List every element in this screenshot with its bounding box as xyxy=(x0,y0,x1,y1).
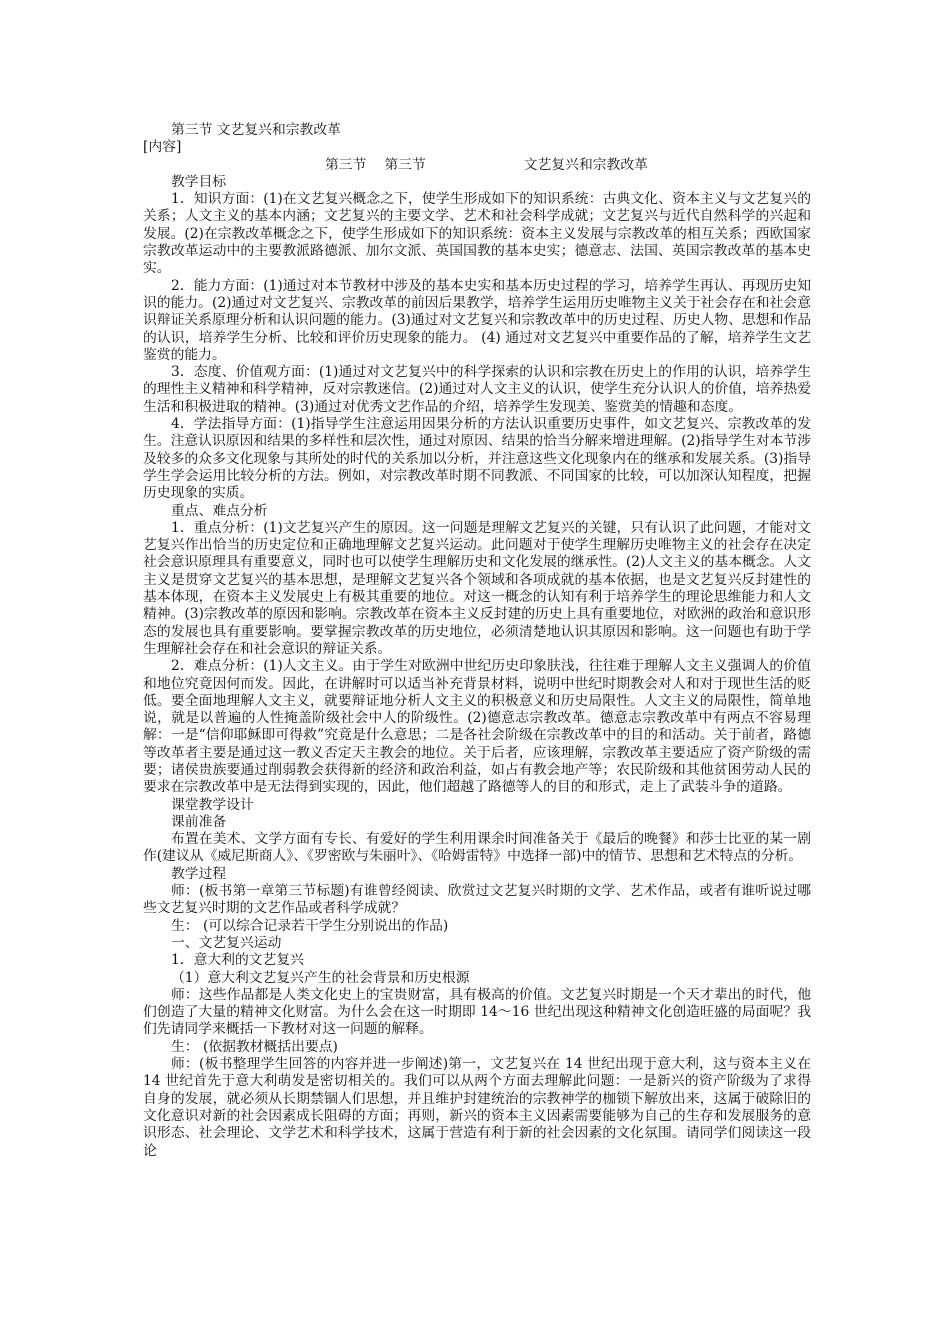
paragraph-teacher-2: 师：这些作品都是人类文化史上的宝贵财富，具有极高的价值。文艺复兴时期是一个天才辈出的时代，他们创造了大量的精神文化财富。为什么会在这一时期即 14～16 世纪出现这种精神文化创造旺盛的局面呢？我们先请同学来概括一下教材对这一问题的解释。 xyxy=(143,986,811,1038)
content-tag: [内容] xyxy=(143,139,182,156)
document-heading: 第三节 文艺复兴和宗教改革 xyxy=(171,122,341,138)
document-body xyxy=(143,122,811,1160)
paragraph-method: 4．学法指导方面：(1)指导学生注意运用因果分析的方法认识重要历史事件，如文艺复兴、宗教改革的发生。注意认识原因和结果的多样性和层次性，通过对原因、结果的恰当分解来增进理解。(2)指导学生对本节涉及较多的众多文化现象与其所处的时代的关系加以分析，并注意这些文化现象内在的继承和发展关系。(3)指导学生学会运用比较分析的方法。例如，对宗教改革时期不同教派、不同国家的比较，可以加深认知程度，把握历史现象的实质。 xyxy=(143,416,811,502)
heading-renaissance: 一、文艺复兴运动 xyxy=(171,934,282,951)
paragraph-student-2: 生： (依据教材概括出要点) xyxy=(171,1038,338,1055)
heading-preparation: 课前准备 xyxy=(171,813,227,830)
section-title: 文艺复兴和宗教改革 xyxy=(523,156,648,173)
paragraph-teacher-1: 师：(板书第一章第三节标题)有谁曾经阅读、欣赏过文艺复兴时期的文学、艺术作品，或者有谁听说过哪些文艺复兴时期的文艺作品或者科学成就？ xyxy=(143,883,811,917)
heading-italy-renaissance: 1．意大利的文艺复兴 xyxy=(171,952,304,969)
heading-social-background: （1）意大利文艺复兴产生的社会背景和历史根源 xyxy=(171,969,470,986)
paragraph-difficult-analysis: 2．难点分析：(1)人文主义。由于学生对欧洲中世纪历史印象肤浅，往往难于理解人文主义强调人的价值和地位究竟因何而发。因此，在讲解时可以适当补充背景材料，说明中世纪时期教会对人和对于现世生活的贬低。要全面地理解人文主义，就要辩证地分析人文主义的积极意义和历史局限性。人文主义的局限性，简单地说，就是以普遍的人性掩盖阶级社会中人的阶级性。(2)德意志宗教改革。德意志宗教改革中有两点不容易理解：一是“信仰耶稣即可得救”究竟是什么意思；二是各社会阶级在宗教改革中的目的和活动。关于前者，路德等改革者主要是通过这一教义否定天主教会的地位。关于后者，应该理解，宗教改革主要适应了资产阶级的需要；诸侯贵族要通过削弱教会获得新的经济和政治利益，如占有教会地产等；农民阶级和其他贫困劳动人民的要求在宗教改革中是无法得到实现的，因此，他们超越了路德等人的目的和形式，走上了武装斗争的道路。 xyxy=(143,658,811,796)
paragraph-attitude: 3．态度、价值观方面：(1)通过对文艺复兴中的科学探索的认识和宗教在历史上的作用的认识，培养学生的理性主义精神和科学精神，反对宗教迷信。(2)通过对人文主义的认识，使学生充分认识人的价值，培养热爱生活和积极进取的精神。(3)通过对优秀文艺作品的介绍，培养学生发现美、鉴赏美的情趣和态度。 xyxy=(143,364,811,415)
paragraph-key-analysis: 1．重点分析：(1)文艺复兴产生的原因。这一问题是理解文艺复兴的关键，只有认识了此问题，才能对文艺复兴作出恰当的历史定位和正确地理解文艺复兴运动。此问题对于使学生理解历史唯物主义的社会存在决定社会意识原理具有重要意义，同时也可以使学生理解历史和文化发展的继承性。(2)人文主义的基本概念。人文主义是贯穿文艺复兴的基本思想，是理解文艺复兴各个领域和各项成就的基本依据，也是文艺复兴反封建性的基本体现，在资本主义发展史上有极其重要的地位。对这一概念的认知有利于培养学生的理论思维能力和人文精神。(3)宗教改革的原因和影响。宗教改革在资本主义反封建的历史上具有重要地位，对欧洲的政治和意识形态的发展也具有重要影响。要掌握宗教改革的历史地位，必须清楚地认识其原因和影响。这一问题也有助于学生理解社会存在和社会意识的辩证关系。 xyxy=(143,519,811,657)
paragraph-ability: 2．能力方面：(1)通过对本节教材中涉及的基本史实和基本历史过程的学习，培养学生再认、再现历史知识的能力。(2)通过对文艺复兴、宗教改革的前因后果教学，培养学生运用历史唯物主义关于社会存在和社会意识辩证关系原理分析和认识问题的能力。(3)通过对文艺复兴和宗教改革中的历史过程、历史人物、思想和作品的认识，培养学生分析、比较和评价历史现象的能力。 (4) 通过对文艺复兴中重要作品的了解，培养学生文艺鉴赏的能力。 xyxy=(143,277,811,363)
section-title-row xyxy=(143,157,811,174)
paragraph-knowledge: 1．知识方面：(1)在文艺复兴概念之下，使学生形成如下的知识系统：古典文化、资本主义与文艺复兴的关系；人文主义的基本内涵；文艺复兴的主要文学、艺术和社会科学成就；文艺复兴与近代自然科学的兴起和发展。(2)在宗教改革概念之下，使学生形成如下的知识系统：资本主义发展与宗教改革的相互关系；西欧国家宗教改革运动中的主要教派路德派、加尔文派、英国国教的基本史实；德意志、法国、英国宗教改革的基本史实。 xyxy=(143,191,811,277)
section-number-a: 第三节 xyxy=(325,156,367,173)
section-number-b: 第三节 xyxy=(384,156,426,173)
heading-teaching-goals: 教学目标 xyxy=(171,173,227,190)
paragraph-student-1: 生： (可以综合记录若干学生分别说出的作品) xyxy=(171,917,449,934)
heading-teaching-process: 教学过程 xyxy=(171,865,227,882)
paragraph-teacher-3: 师：(板书整理学生回答的内容并进一步阐述)第一，文艺复兴在 14 世纪出现于意大利，这与资本主义在 14 世纪首先于意大利萌发是密切相关的。我们可以从两个方面去理解此问题：一是新兴的资产阶级为了求得自身的发展，就必须从长期禁锢人们思想，并且维护封建统治的宗教神学的枷锁下解放出来，这属于破除旧的文化意识对新的社会因素成长阻碍的方面；再则，新兴的资本主义因素需要能够为自己的生存和发展服务的意识形态、社会理论、文学艺术和科学技术，这属于营造有利于新的社会因素的文化氛围。请同学们阅读这一段论 xyxy=(143,1056,811,1159)
heading-class-design: 课堂教学设计 xyxy=(171,796,254,813)
paragraph-preparation: 布置在美术、文学方面有专长、有爱好的学生利用课余时间准备关于《最后的晚餐》和莎士比亚的某一剧作(建议从《威尼斯商人》、《罗密欧与朱丽叶》、《哈姆雷特》中选择一部)中的情节、思想和艺术特点的分析。 xyxy=(143,831,811,865)
heading-key-points: 重点、难点分析 xyxy=(171,502,268,519)
